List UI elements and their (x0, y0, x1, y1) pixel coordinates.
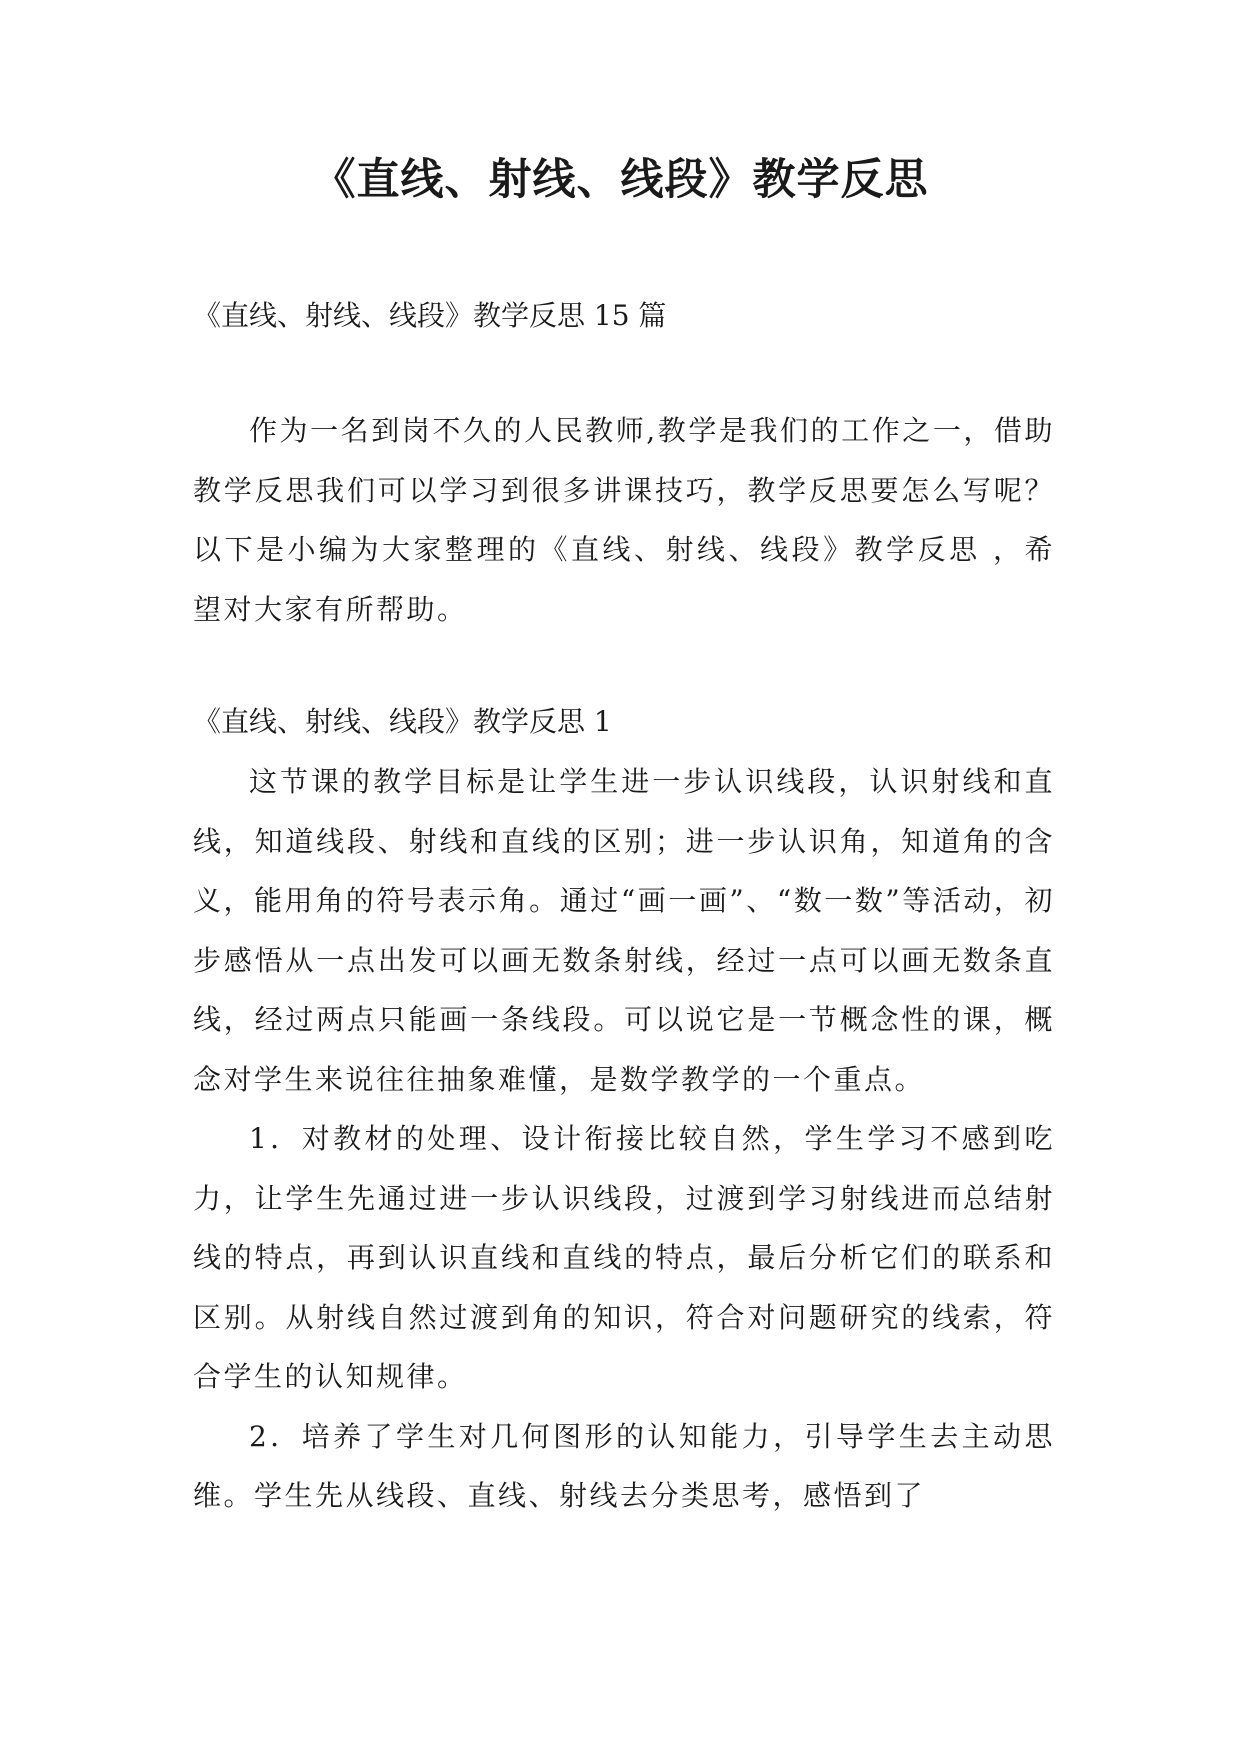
body-paragraph: 1．对教材的处理、设计衔接比较自然，学生学习不感到吃力，让学生先通过进一步认识线段，过渡到学习射线进而总结射线的特点，再到认识直线和直线的特点，最后分析它们的联系和区别。从射线自然过渡到角的知识，符合对问题研究的线索，符合学生的认知规律。 (193, 1122, 1055, 1393)
section-heading: 《直线、射线、线段》教学反思 1 (193, 705, 612, 738)
intro-paragraph: 作为一名到岗不久的人民教师,教学是我们的工作之一，借助教学反思我们可以学习到很多讲课技巧，教学反思要怎么写呢？以下是小编为大家整理的《直线、射线、线段》教学反思 ，希望对大家有所帮助。 (193, 414, 1055, 626)
document-subtitle: 《直线、射线、线段》教学反思 15 篇 (193, 299, 667, 332)
document-title: 《直线、射线、线段》教学反思 (312, 155, 929, 205)
intro-block (193, 401, 1055, 639)
body-paragraph: 2．培养了学生对几何图形的认知能力，引导学生去主动思维。学生先从线段、直线、射线去分类思考，感悟到了 (193, 1419, 1055, 1512)
body-paragraph: 这节课的教学目标是让学生进一步认识线段，认识射线和直线，知道线段、射线和直线的区别；进一步认识角，知道角的含义，能用角的符号表示角。通过“画一画”、“数一数”等活动，初步感悟从一点出发可以画无数条射线，经过一点可以画无数条直线，经过两点只能画一条线段。可以说它是一节概念性的课，概念对学生来说往往抽象难懂，是数学教学的一个重点。 (193, 765, 1055, 1096)
section-body (193, 752, 1055, 1526)
